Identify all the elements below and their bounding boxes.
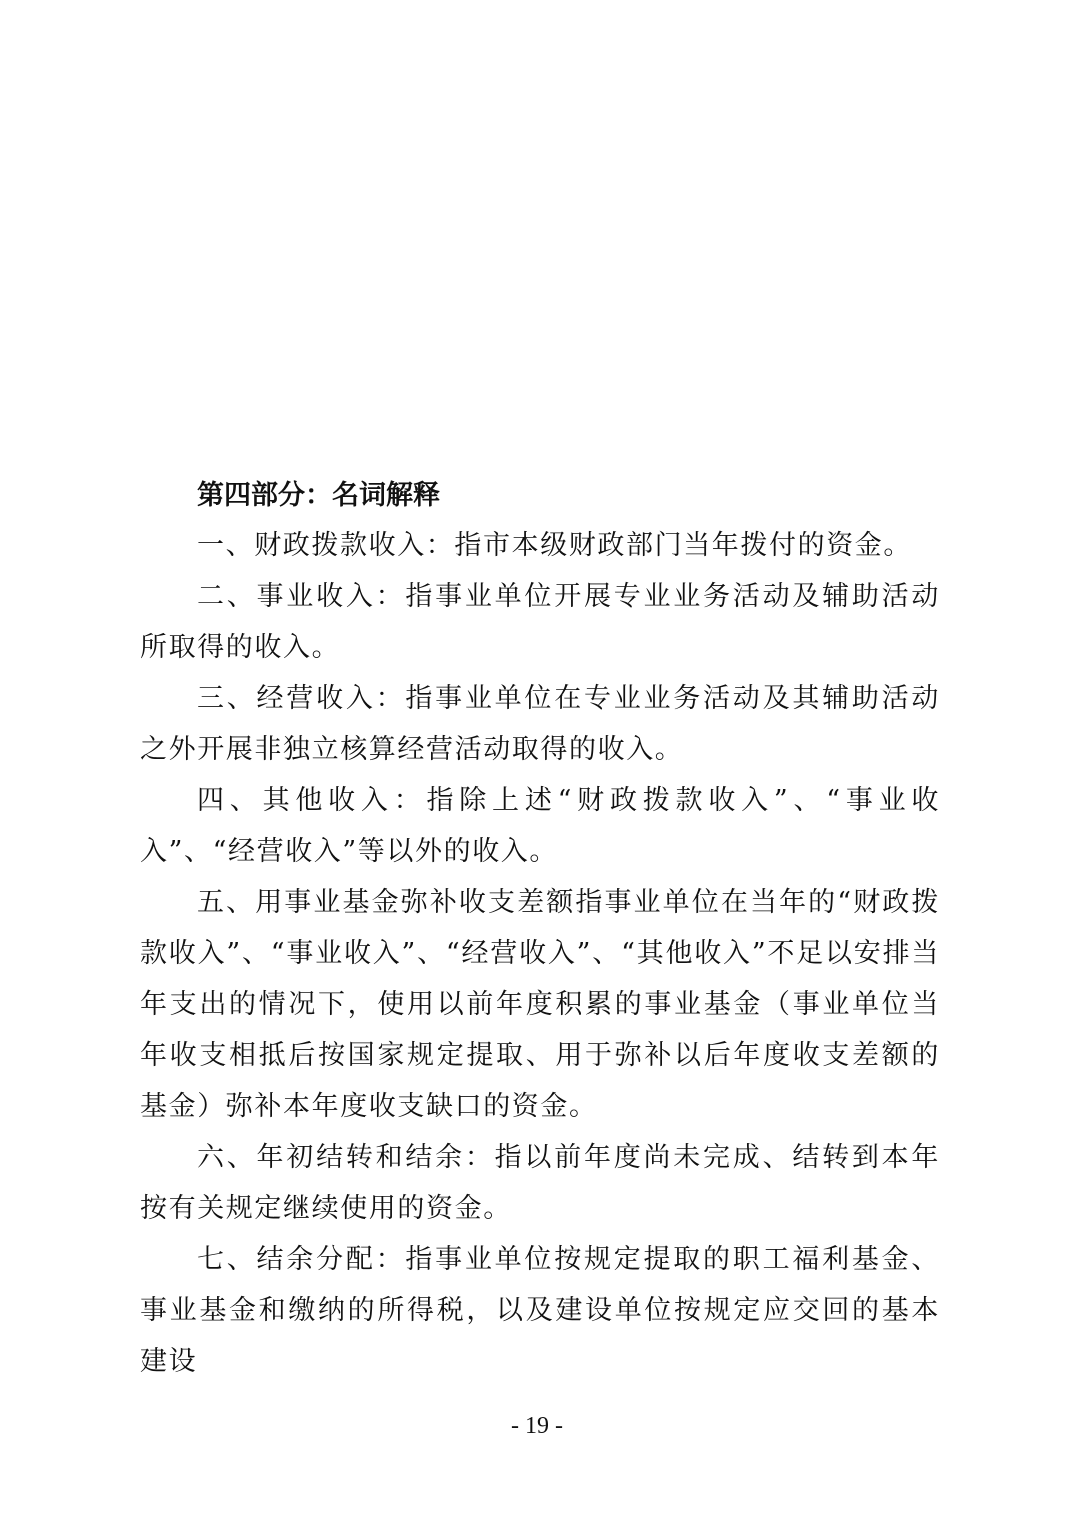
definition-paragraph-3: 三、经营收入：指事业单位在专业业务活动及其辅助活动之外开展非独立核算经营活动取得的收入。 [140, 683, 940, 765]
definition-paragraph-1: 一、财政拨款收入：指市本级财政部门当年拨付的资金。 [197, 530, 912, 561]
page-body [140, 472, 940, 1387]
definition-paragraph-6: 六、年初结转和结余：指以前年度尚未完成、结转到本年 按有关规定继续使用的资金。 [140, 1142, 940, 1224]
definition-paragraph-7: 七、结余分配：指事业单位按规定提取的职工福利基金、事业基金和缴纳的所得税，以及建设单位按规定应交回的基本建设 [140, 1244, 940, 1377]
definition-paragraph-2: 二、事业收入：指事业单位开展专业业务活动及辅助活动所取得的收入。 [140, 581, 940, 663]
section-title: 第四部分：名词解释 [197, 480, 440, 511]
definition-paragraph-4: 四、其他收入：指除上述“财政拨款收入”、“事业收入”、“经营收入”等以外的收入。 [140, 785, 940, 867]
definition-paragraph-5: 五、用事业基金弥补收支差额指事业单位在当年的“财政拨款收入”、“事业收入”、“经营收入”、“其他收入”不足以安排当年支出的情况下，使用以前年度积累的事业基金（事业单位当年收支相抵后按国家规定提取、用于弥补以后年度收支差额的基金）弥补本年度收支缺口的资金。 [140, 887, 940, 1122]
page-number: - 19 - [511, 1413, 563, 1439]
